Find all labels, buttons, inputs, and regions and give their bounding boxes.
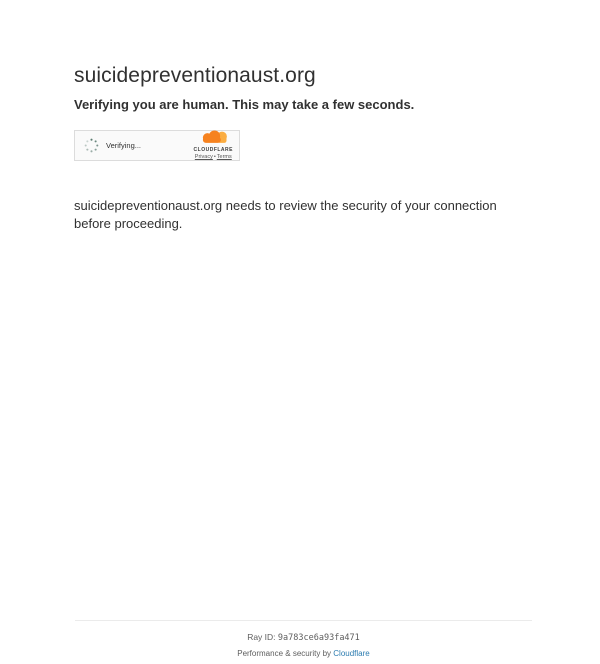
ray-id-value: 9a783ce6a93fa471 [277,633,360,643]
page-footer [75,620,532,658]
verifying-spinner-icon [84,138,99,153]
ray-id-line [75,632,532,643]
link-separator: • [213,154,216,161]
credit-line [75,649,532,658]
cloudflare-link[interactable]: Cloudflare [333,649,370,658]
cloudflare-brand-label: CLOUDFLARE [193,147,233,154]
page-title: suicidepreventionaust.org [74,64,316,87]
widget-legal-links [195,155,232,161]
cloudflare-branding [194,130,233,161]
terms-link[interactable]: Terms [216,154,232,161]
ray-id-label: Ray ID: [247,632,276,642]
verifying-status-label: Verifying... [106,141,142,150]
page-subtitle: Verifying you are human. This may take a few seconds. [74,97,415,112]
cloudflare-logo-icon [198,130,228,147]
security-review-message-line1: suicidepreventionaust.org needs to review the security of your connection [74,198,497,213]
credit-text: Performance & security by [237,649,332,658]
security-review-message-line2: before proceeding. [74,216,183,231]
privacy-link[interactable]: Privacy [194,154,213,161]
challenge-content [0,64,600,233]
verifying-status [84,138,141,153]
turnstile-widget [74,130,240,161]
security-review-message [74,197,526,233]
